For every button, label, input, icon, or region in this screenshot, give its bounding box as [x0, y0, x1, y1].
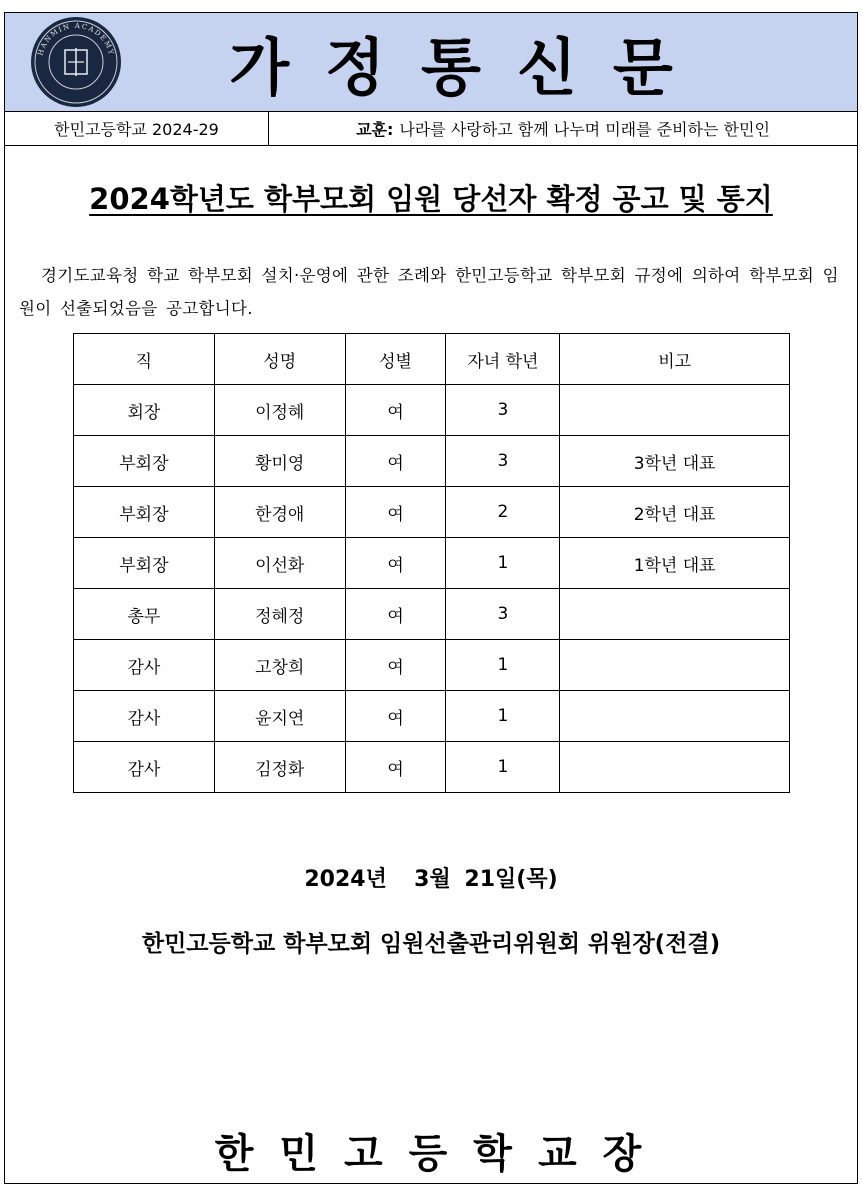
- masthead-char: 통: [421, 30, 481, 104]
- masthead-char: 신: [516, 30, 577, 104]
- cell-name: 윤지연: [214, 691, 345, 742]
- cell-child-grade: 3: [446, 385, 560, 436]
- cell-gender: 여: [345, 538, 446, 589]
- cell-child-grade: 2: [446, 487, 560, 538]
- emblem-ring-text: HANMIN ACADEMY: [36, 21, 116, 57]
- cell-gender: 여: [345, 385, 446, 436]
- cell-name: 이정혜: [214, 385, 345, 436]
- masthead-char: 정: [325, 30, 386, 104]
- cell-gender: 여: [345, 640, 446, 691]
- cell-name: 김정화: [214, 742, 345, 793]
- cell-child-grade: 1: [446, 640, 560, 691]
- header-position: 직: [74, 334, 215, 385]
- principal-signature: 한민고등학교장: [214, 1130, 668, 1177]
- info-row: [5, 112, 857, 146]
- notice-page: [4, 12, 858, 1184]
- cell-gender: 여: [345, 589, 446, 640]
- cell-child-grade: 3: [446, 589, 560, 640]
- cell-position: 감사: [74, 640, 215, 691]
- cell-name: 황미영: [214, 436, 345, 487]
- cell-child-grade: 1: [446, 742, 560, 793]
- cell-child-grade: 1: [446, 691, 560, 742]
- table-row: [74, 742, 790, 793]
- masthead-char: 문: [612, 30, 673, 104]
- masthead-bar: [5, 13, 857, 112]
- header-name: 성명: [214, 334, 345, 385]
- cell-position: 회장: [74, 385, 215, 436]
- table-row: [74, 691, 790, 742]
- cell-name: 한경애: [214, 487, 345, 538]
- cell-gender: 여: [345, 487, 446, 538]
- cell-note: [560, 742, 790, 793]
- cell-note: 1학년 대표: [560, 538, 790, 589]
- cell-position: 부회장: [74, 487, 215, 538]
- masthead-char: 가: [229, 30, 290, 104]
- school-motto: [269, 112, 857, 145]
- cell-position: 감사: [74, 691, 215, 742]
- header-note: 비고: [560, 334, 790, 385]
- issuing-committee: 한민고등학교 학부모회 임원선출관리위원회 위원장(전결): [141, 931, 721, 957]
- header-child-grade: 자녀 학년: [446, 334, 560, 385]
- cell-position: 부회장: [74, 538, 215, 589]
- issue-number: 한민고등학교 2024-29: [5, 112, 269, 145]
- table-row: [74, 538, 790, 589]
- cell-gender: 여: [345, 742, 446, 793]
- cell-gender: 여: [345, 436, 446, 487]
- table-row: [74, 487, 790, 538]
- document-title-text: 2024학년도 학부모회 임원 당선자 확정 공고 및 통지: [89, 182, 773, 216]
- cell-name: 고창희: [214, 640, 345, 691]
- motto-label: 교훈:: [356, 120, 394, 139]
- cell-note: 2학년 대표: [560, 487, 790, 538]
- document-title: [5, 177, 857, 218]
- cell-name: 정혜정: [214, 589, 345, 640]
- cell-gender: 여: [345, 691, 446, 742]
- table-header-row: [74, 334, 790, 385]
- cell-note: [560, 691, 790, 742]
- cell-child-grade: 1: [446, 538, 560, 589]
- intro-paragraph: 경기도교육청 학교 학부모회 설치·운영에 관한 조례와 한민고등학교 학부모회 규정에 의하여 학부모회 임원이 선출되었음을 공고합니다.: [19, 266, 839, 318]
- cell-child-grade: 3: [446, 436, 560, 487]
- cell-note: [560, 385, 790, 436]
- cell-position: 총무: [74, 589, 215, 640]
- cell-note: [560, 589, 790, 640]
- header-gender: 성별: [345, 334, 446, 385]
- announcement-date: 2024년 3월 21일(목): [304, 867, 558, 892]
- cell-position: 감사: [74, 742, 215, 793]
- cell-note: [560, 640, 790, 691]
- newsletter-masthead: [5, 13, 857, 111]
- motto-text: 나라를 사랑하고 함께 나누며 미래를 준비하는 한민인: [399, 120, 770, 139]
- officers-table: [73, 333, 790, 793]
- table-row: [74, 589, 790, 640]
- table-row: [74, 436, 790, 487]
- cell-note: 3학년 대표: [560, 436, 790, 487]
- table-row: [74, 640, 790, 691]
- cell-position: 부회장: [74, 436, 215, 487]
- table-row: [74, 385, 790, 436]
- cell-name: 이선화: [214, 538, 345, 589]
